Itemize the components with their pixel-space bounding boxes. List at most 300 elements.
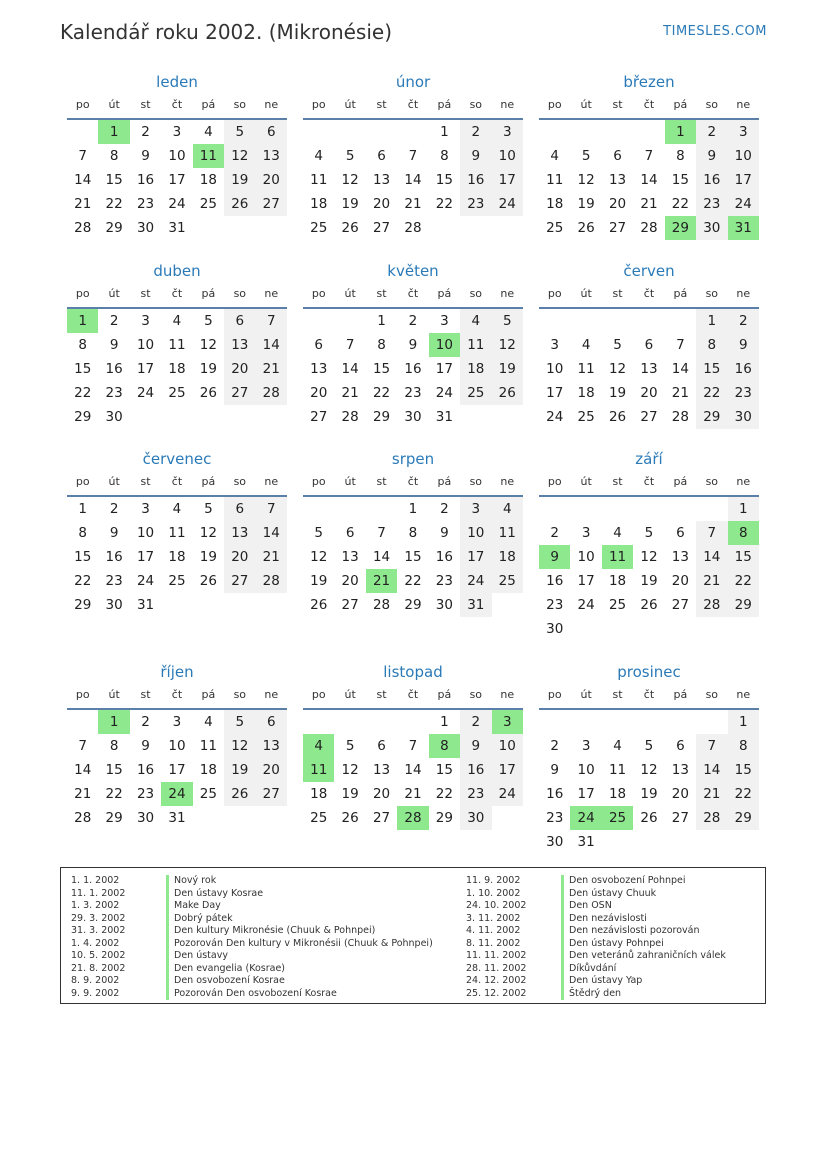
weekday-label: čt <box>407 287 419 300</box>
legend-row <box>466 900 726 913</box>
legend-date: 28. 11. 2002 <box>466 962 527 974</box>
weekday-label: pá <box>201 98 216 111</box>
day-cell: 17 <box>577 786 595 802</box>
day-grid <box>67 497 287 617</box>
day-cell: 14 <box>696 545 727 569</box>
empty-cell <box>397 120 428 144</box>
day-cell: 21 <box>404 196 422 212</box>
day-grid <box>303 710 523 830</box>
weekday-header <box>539 688 759 710</box>
legend-holiday-name: Nový rok <box>166 875 216 888</box>
day-cell: 28 <box>640 220 658 236</box>
day-cell: 21 <box>256 545 287 569</box>
day-cell: 11 <box>168 525 186 541</box>
legend-row <box>71 950 433 963</box>
month-name: červenec <box>142 450 212 468</box>
holiday-day-cell: 21 <box>366 569 397 593</box>
empty-cell <box>633 120 664 144</box>
day-cell: 10 <box>577 549 595 565</box>
empty-cell <box>303 710 334 734</box>
day-cell: 11 <box>546 172 564 188</box>
empty-cell <box>539 710 570 734</box>
holiday-day-cell: 25 <box>602 806 633 830</box>
day-cell: 31 <box>435 409 453 425</box>
legend-date: 25. 12. 2002 <box>466 987 527 999</box>
day-cell: 20 <box>372 196 391 212</box>
day-cell: 13 <box>671 549 689 565</box>
day-cell: 2 <box>696 120 727 144</box>
day-cell: 11 <box>577 361 595 377</box>
day-cell: 3 <box>172 124 182 140</box>
day-cell: 18 <box>310 786 328 802</box>
weekday-label: út <box>108 98 120 111</box>
day-cell: 5 <box>644 738 654 754</box>
month-0 <box>67 72 287 240</box>
day-cell: 30 <box>136 810 155 826</box>
holiday-day-cell: 1 <box>67 309 98 333</box>
day-cell: 23 <box>136 786 155 802</box>
weekday-header <box>67 688 287 710</box>
day-cell: 23 <box>728 381 759 405</box>
day-grid <box>303 309 523 429</box>
day-cell: 17 <box>492 168 523 192</box>
weekday-label: so <box>469 688 483 701</box>
day-cell: 6 <box>224 497 255 521</box>
day-cell: 23 <box>460 192 491 216</box>
day-cell: 3 <box>172 714 182 730</box>
empty-cell <box>366 710 397 734</box>
day-cell: 22 <box>404 573 422 589</box>
day-cell: 18 <box>199 762 217 778</box>
brand-link[interactable]: TIMESLES.COM <box>663 24 767 39</box>
legend-holiday-name: Štědrý den <box>561 988 621 1001</box>
day-cell: 15 <box>435 172 453 188</box>
empty-cell <box>696 710 727 734</box>
day-cell: 23 <box>105 573 123 589</box>
day-cell: 20 <box>310 385 328 401</box>
weekday-label: ne <box>264 98 279 111</box>
month-name: březen <box>623 73 675 91</box>
holiday-day-cell: 24 <box>161 782 192 806</box>
day-cell: 19 <box>224 758 255 782</box>
legend-row <box>71 875 433 888</box>
day-cell: 15 <box>435 762 453 778</box>
empty-cell <box>602 309 633 333</box>
day-cell: 27 <box>671 810 689 826</box>
day-cell: 14 <box>74 172 92 188</box>
empty-cell <box>539 120 570 144</box>
weekday-label: st <box>140 98 151 111</box>
day-cell: 28 <box>74 810 92 826</box>
weekday-label: so <box>469 287 483 300</box>
day-cell: 7 <box>676 337 685 353</box>
day-cell: 31 <box>168 810 186 826</box>
month-6 <box>67 449 287 617</box>
day-cell: 2 <box>550 525 559 541</box>
empty-cell <box>633 710 664 734</box>
weekday-label: čt <box>407 98 419 111</box>
weekday-label: po <box>311 688 326 701</box>
day-cell: 2 <box>728 309 759 333</box>
legend-row <box>466 938 726 951</box>
day-cell: 22 <box>671 196 689 212</box>
day-cell: 9 <box>408 337 418 353</box>
day-cell: 8 <box>78 525 87 541</box>
day-cell: 14 <box>256 333 287 357</box>
weekday-label: pá <box>437 475 452 488</box>
day-cell: 20 <box>256 168 287 192</box>
day-cell: 4 <box>613 738 622 754</box>
day-cell: 15 <box>74 361 92 377</box>
day-cell: 13 <box>671 762 689 778</box>
day-cell: 30 <box>460 806 491 830</box>
day-cell: 31 <box>460 593 491 617</box>
empty-cell <box>334 497 365 521</box>
day-cell: 12 <box>640 762 658 778</box>
legend-row <box>466 888 726 901</box>
day-cell: 26 <box>224 782 255 806</box>
empty-cell <box>696 497 727 521</box>
day-cell: 28 <box>671 409 689 425</box>
day-cell: 10 <box>728 144 759 168</box>
month-9 <box>67 662 287 830</box>
day-cell: 4 <box>172 313 182 329</box>
day-cell: 11 <box>492 521 523 545</box>
day-cell: 12 <box>492 333 523 357</box>
day-cell: 4 <box>460 309 491 333</box>
day-cell: 23 <box>460 782 491 806</box>
day-cell: 25 <box>310 810 328 826</box>
day-cell: 13 <box>640 361 658 377</box>
day-cell: 1 <box>78 501 87 517</box>
day-cell: 3 <box>581 525 591 541</box>
weekday-label: ne <box>736 688 751 701</box>
day-cell: 22 <box>435 786 453 802</box>
legend-row <box>71 888 433 901</box>
day-cell: 7 <box>696 734 727 758</box>
day-cell: 2 <box>109 501 119 517</box>
day-cell: 19 <box>577 196 595 212</box>
day-cell: 13 <box>256 734 287 758</box>
weekday-label: čt <box>171 98 183 111</box>
empty-cell <box>397 710 428 734</box>
day-cell: 28 <box>372 597 391 613</box>
day-cell: 15 <box>372 361 391 377</box>
holiday-day-cell: 9 <box>539 545 570 569</box>
empty-cell <box>665 309 696 333</box>
day-cell: 28 <box>696 806 727 830</box>
weekday-label: st <box>376 688 387 701</box>
day-cell: 14 <box>404 172 422 188</box>
day-cell: 24 <box>136 385 155 401</box>
day-cell: 12 <box>199 525 217 541</box>
day-cell: 9 <box>109 337 119 353</box>
day-cell: 16 <box>105 549 123 565</box>
holiday-day-cell: 1 <box>98 120 129 144</box>
day-cell: 8 <box>109 738 119 754</box>
day-cell: 5 <box>204 501 213 517</box>
month-name: září <box>635 450 663 468</box>
day-cell: 19 <box>640 573 658 589</box>
day-cell: 16 <box>696 168 727 192</box>
holiday-day-cell: 29 <box>665 216 696 240</box>
day-cell: 8 <box>408 525 418 541</box>
month-1 <box>303 72 523 240</box>
day-cell: 24 <box>577 597 595 613</box>
legend-holiday-name: Den OSN <box>561 900 612 913</box>
weekday-label: ne <box>500 98 515 111</box>
weekday-label: st <box>376 287 387 300</box>
legend-holiday-name: Den osvobození Kosrae <box>166 975 285 988</box>
day-cell: 6 <box>377 148 386 164</box>
day-cell: 10 <box>168 738 186 754</box>
day-cell: 26 <box>640 810 658 826</box>
legend-date: 10. 5. 2002 <box>71 950 126 961</box>
legend-date: 8. 11. 2002 <box>466 937 521 949</box>
day-cell: 8 <box>78 337 87 353</box>
day-cell: 17 <box>577 573 595 589</box>
day-cell: 22 <box>74 385 92 401</box>
month-name: listopad <box>383 663 443 681</box>
day-cell: 13 <box>224 521 255 545</box>
weekday-label: so <box>705 475 719 488</box>
day-cell: 27 <box>671 597 689 613</box>
day-cell: 25 <box>199 786 217 802</box>
weekday-label: so <box>233 688 247 701</box>
day-cell: 8 <box>676 148 685 164</box>
holiday-day-cell: 1 <box>98 710 129 734</box>
day-cell: 5 <box>345 148 355 164</box>
day-cell: 9 <box>460 734 491 758</box>
day-cell: 11 <box>168 337 186 353</box>
day-cell: 16 <box>136 172 155 188</box>
day-cell: 25 <box>608 597 627 613</box>
weekday-label: po <box>547 688 562 701</box>
empty-cell <box>570 120 601 144</box>
day-cell: 16 <box>435 549 453 565</box>
weekday-label: čt <box>643 475 655 488</box>
day-cell: 26 <box>310 597 328 613</box>
legend-date: 9. 9. 2002 <box>71 987 120 999</box>
day-cell: 19 <box>310 573 328 589</box>
day-cell: 16 <box>105 361 123 377</box>
day-cell: 10 <box>492 144 523 168</box>
day-cell: 8 <box>440 148 449 164</box>
holiday-day-cell: 11 <box>303 758 334 782</box>
day-cell: 5 <box>204 313 213 329</box>
weekday-label: po <box>75 287 90 300</box>
day-cell: 4 <box>204 714 213 730</box>
legend-date: 31. 3. 2002 <box>71 925 126 936</box>
weekday-label: ne <box>264 475 279 488</box>
day-cell: 16 <box>460 758 491 782</box>
day-cell: 18 <box>608 573 627 589</box>
day-cell: 26 <box>341 220 359 236</box>
day-cell: 30 <box>696 216 727 240</box>
day-cell: 27 <box>310 409 328 425</box>
weekday-label: út <box>108 287 120 300</box>
day-cell: 29 <box>696 405 727 429</box>
month-name: květen <box>387 262 439 280</box>
weekday-header <box>539 98 759 120</box>
empty-cell <box>570 497 601 521</box>
empty-cell <box>665 710 696 734</box>
legend-row <box>466 875 726 888</box>
day-cell: 24 <box>728 192 759 216</box>
day-cell: 13 <box>372 172 391 188</box>
legend-row <box>71 925 433 938</box>
day-cell: 25 <box>168 385 186 401</box>
day-cell: 21 <box>696 782 727 806</box>
weekday-label: pá <box>437 98 452 111</box>
month-name: prosinec <box>617 663 681 681</box>
day-cell: 17 <box>492 758 523 782</box>
day-cell: 4 <box>613 525 622 541</box>
legend-date: 21. 8. 2002 <box>71 962 126 974</box>
day-cell: 18 <box>577 385 595 401</box>
day-cell: 16 <box>546 786 564 802</box>
day-cell: 16 <box>546 573 564 589</box>
weekday-label: po <box>311 475 326 488</box>
day-cell: 11 <box>460 333 491 357</box>
day-cell: 28 <box>404 220 422 236</box>
day-cell: 2 <box>109 313 119 329</box>
month-7 <box>303 449 523 617</box>
day-cell: 18 <box>460 357 491 381</box>
weekday-label: čt <box>407 475 419 488</box>
day-cell: 30 <box>136 220 155 236</box>
weekday-label: so <box>469 98 483 111</box>
day-cell: 26 <box>492 381 523 405</box>
weekday-label: st <box>376 98 387 111</box>
day-cell: 19 <box>608 385 627 401</box>
day-cell: 15 <box>728 545 759 569</box>
day-cell: 14 <box>640 172 658 188</box>
month-4 <box>303 261 523 429</box>
day-cell: 23 <box>546 810 564 826</box>
day-cell: 12 <box>224 144 255 168</box>
day-cell: 12 <box>310 549 328 565</box>
day-cell: 30 <box>105 409 123 425</box>
day-cell: 30 <box>546 621 564 637</box>
day-cell: 21 <box>696 569 727 593</box>
legend-column-right <box>466 875 726 1000</box>
legend-holiday-name: Den kultury Mikronésie (Chuuk & Pohnpei) <box>166 925 375 938</box>
day-cell: 26 <box>577 220 595 236</box>
day-cell: 12 <box>199 337 217 353</box>
day-cell: 7 <box>696 521 727 545</box>
empty-cell <box>602 710 633 734</box>
day-cell: 24 <box>492 782 523 806</box>
empty-cell <box>67 120 98 144</box>
weekday-label: út <box>344 98 356 111</box>
day-cell: 4 <box>581 337 591 353</box>
day-cell: 28 <box>256 381 287 405</box>
weekday-header <box>539 287 759 309</box>
weekday-label: st <box>612 688 623 701</box>
empty-cell <box>334 309 365 333</box>
day-cell: 12 <box>577 172 595 188</box>
day-cell: 5 <box>492 309 523 333</box>
weekday-label: st <box>612 475 623 488</box>
weekday-label: po <box>311 287 326 300</box>
day-cell: 25 <box>310 220 328 236</box>
month-2 <box>539 72 759 240</box>
day-cell: 1 <box>377 313 386 329</box>
holiday-day-cell: 4 <box>303 734 334 758</box>
day-cell: 25 <box>546 220 564 236</box>
day-cell: 20 <box>341 573 359 589</box>
day-cell: 9 <box>440 525 449 541</box>
weekday-label: so <box>233 98 247 111</box>
day-cell: 22 <box>728 782 759 806</box>
legend-holiday-name: Den ústavy <box>166 950 228 963</box>
day-cell: 31 <box>136 597 155 613</box>
day-cell: 1 <box>696 309 727 333</box>
day-cell: 25 <box>577 409 595 425</box>
legend-holiday-name: Den evangelia (Kosrae) <box>166 963 285 976</box>
day-cell: 29 <box>728 593 759 617</box>
legend-holiday-name: Díkůvdání <box>561 963 616 976</box>
empty-cell <box>303 497 334 521</box>
holiday-day-cell: 8 <box>429 734 460 758</box>
empty-cell <box>570 710 601 734</box>
day-cell: 15 <box>105 172 123 188</box>
weekday-label: pá <box>437 688 452 701</box>
month-5 <box>539 261 759 429</box>
empty-cell <box>633 497 664 521</box>
weekday-label: čt <box>171 475 183 488</box>
day-cell: 1 <box>440 714 449 730</box>
legend-holiday-name: Den ústavy Kosrae <box>166 888 263 901</box>
day-cell: 24 <box>546 409 564 425</box>
day-cell: 11 <box>608 762 627 778</box>
weekday-label: út <box>344 287 356 300</box>
weekday-label: st <box>140 287 151 300</box>
weekday-label: ne <box>264 688 279 701</box>
day-cell: 17 <box>460 545 491 569</box>
holiday-day-cell: 10 <box>429 333 460 357</box>
day-grid <box>67 309 287 429</box>
weekday-header <box>539 475 759 497</box>
weekday-label: út <box>344 475 356 488</box>
weekday-label: po <box>547 287 562 300</box>
empty-cell <box>366 497 397 521</box>
day-cell: 11 <box>310 172 328 188</box>
day-cell: 23 <box>546 597 564 613</box>
holiday-day-cell: 28 <box>397 806 428 830</box>
day-cell: 4 <box>492 497 523 521</box>
day-cell: 18 <box>608 786 627 802</box>
empty-cell <box>665 497 696 521</box>
weekday-label: ne <box>736 98 751 111</box>
weekday-label: po <box>547 98 562 111</box>
day-cell: 18 <box>168 361 186 377</box>
day-cell: 12 <box>608 361 627 377</box>
day-cell: 3 <box>550 337 559 353</box>
legend-column-left <box>71 875 433 1000</box>
day-cell: 16 <box>460 168 491 192</box>
weekday-label: út <box>580 475 592 488</box>
legend-date: 3. 11. 2002 <box>466 912 521 924</box>
day-cell: 21 <box>671 385 689 401</box>
weekday-header <box>67 475 287 497</box>
day-cell: 7 <box>408 738 418 754</box>
day-cell: 16 <box>728 357 759 381</box>
day-cell: 6 <box>314 337 323 353</box>
day-cell: 15 <box>671 172 689 188</box>
day-cell: 26 <box>341 810 359 826</box>
